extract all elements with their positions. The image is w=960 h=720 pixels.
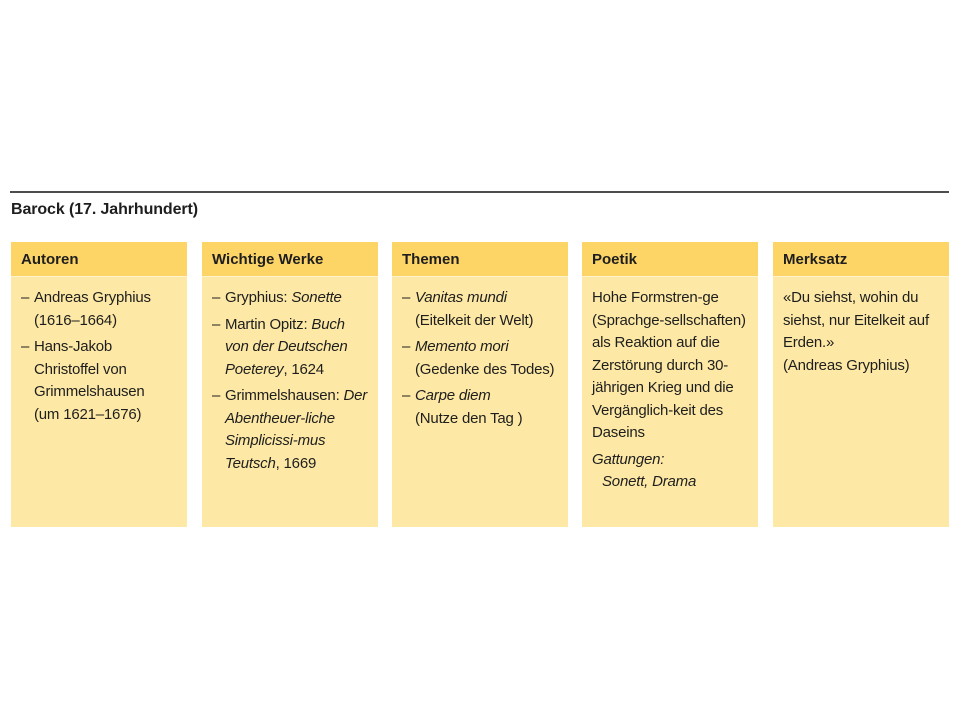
theme-term: – Carpe diem [415,387,491,404]
column-merksatz [773,242,949,527]
author-years: (um 1621–1676) [34,405,142,423]
column-heading-themen: Themen [392,242,568,277]
merksatz-source: (Andreas Gryphius) [783,356,910,374]
column-werke [202,242,378,527]
top-rule [10,191,949,193]
work-year: , 1669 [275,454,317,472]
column-autoren [11,242,187,527]
work-author: Gryphius: [225,289,288,306]
author-item [21,287,179,332]
theme-gloss: (Eitelkeit der Welt) [415,311,534,329]
column-body-poetik [582,277,758,494]
theme-item [402,287,560,332]
genre-label: Gattungen: [592,450,665,468]
work-item [212,287,370,310]
column-body-merksatz [773,277,949,377]
column-body-werke [202,277,378,475]
work-year: , 1624 [283,360,324,378]
poetik-text: Hohe Formstren-ge (Sprachge-sellschaften) als Reaktion auf die Zerstörung durch 30-jährigen Krieg und die Vergänglich-keit des Daseins [592,289,746,441]
column-body-autoren [11,277,187,426]
work-title: Der Abentheuer-liche Simplicissi-mus Teutsch [225,387,368,472]
work-item [212,314,370,382]
theme-item [402,385,560,430]
work-item [212,385,370,475]
column-heading-werke: Wichtige Werke [202,242,378,277]
genre-values: Sonett, Drama [602,473,697,490]
merksatz-quote: «Du siehst, wohin du siehst, nur Eitelkeit auf Erden.» [783,289,929,351]
column-body-themen [392,277,568,430]
column-heading-poetik: Poetik [582,242,758,277]
theme-item [402,336,560,381]
author-name: Hans-Jakob Christoffel von Grimmelshausen [34,338,145,400]
theme-gloss: (Nutze den Tag ) [415,409,523,427]
theme-term: – Vanitas mundi [415,289,507,306]
overview-table [11,242,949,527]
theme-gloss: (Gedenke des Todes) [415,360,555,378]
author-name: Andreas Gryphius [34,289,151,306]
work-author: Martin Opitz: [225,315,308,333]
column-poetik [582,242,758,527]
table-title: Barock (17. Jahrhundert) [11,201,198,218]
author-years: (1616–1664) [34,311,117,329]
work-author: Grimmelshausen: [225,387,340,404]
column-heading-autoren: Autoren [11,242,187,277]
theme-term: – Memento mori [415,338,509,355]
column-heading-merksatz: Merksatz [773,242,949,277]
column-themen [392,242,568,527]
work-title: Sonette [291,289,342,306]
author-item [21,336,179,426]
work-title: Buch von der Deutschen Poeterey [225,315,348,378]
